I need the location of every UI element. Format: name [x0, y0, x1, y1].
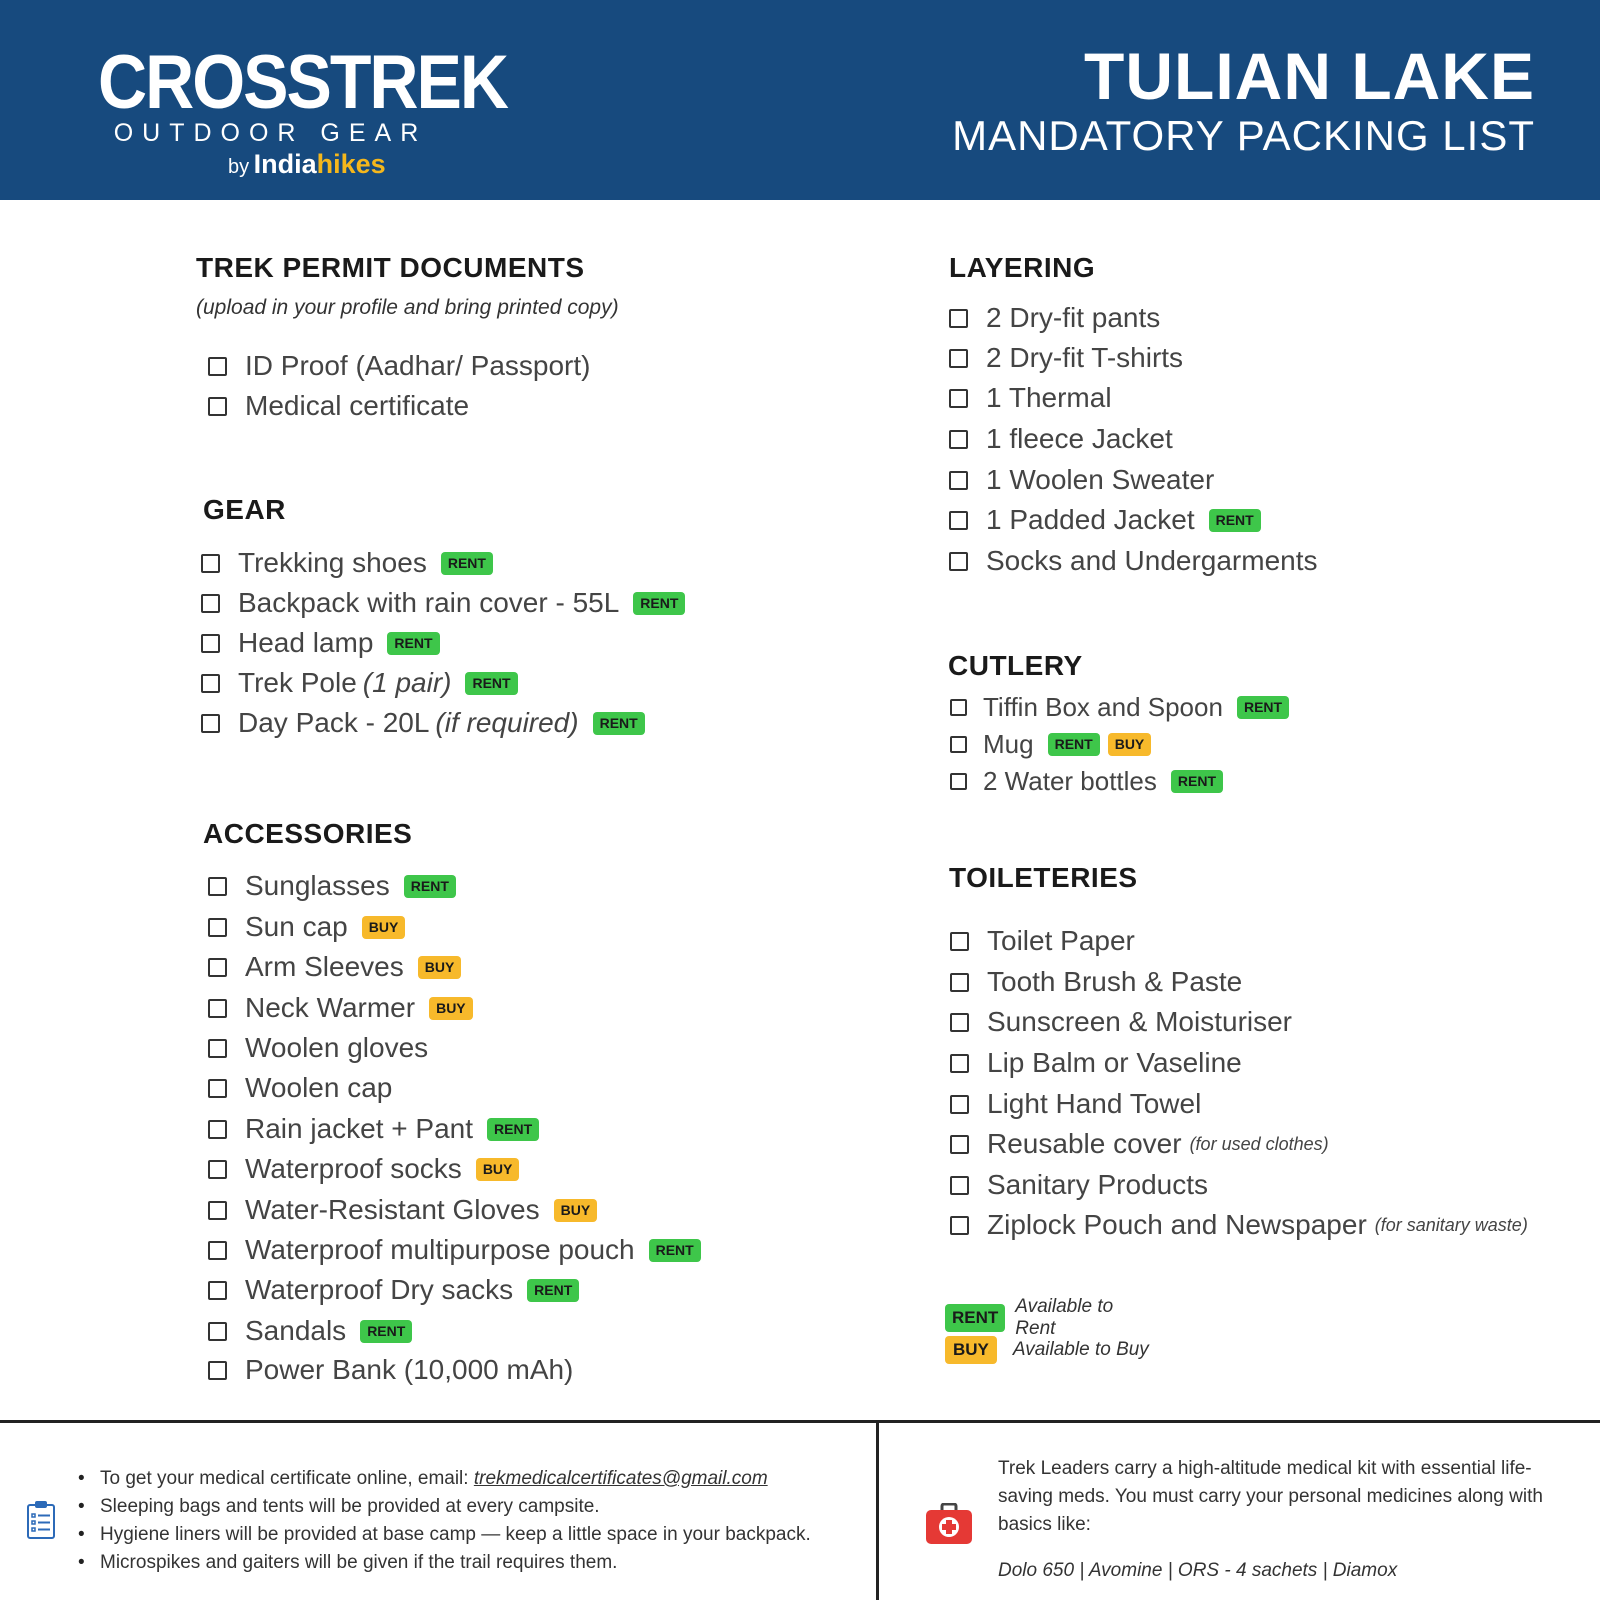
item-label: Tooth Brush & Paste	[987, 966, 1243, 997]
list-item[interactable]	[950, 729, 1151, 760]
item-label: Sun cap	[245, 911, 348, 942]
list-item[interactable]	[201, 547, 493, 579]
list-item[interactable]	[208, 1032, 428, 1064]
buy-badge: BUY	[1108, 733, 1152, 756]
item-label: Neck Warmer	[245, 992, 416, 1023]
checkbox[interactable]	[949, 471, 968, 490]
buy-badge: BUY	[418, 956, 462, 979]
checkbox[interactable]	[208, 1039, 227, 1058]
checkbox[interactable]	[949, 309, 968, 328]
email-link[interactable]: trekmedicalcertificates@gmail.com	[473, 1468, 768, 1489]
item-qualifier: (if required)	[435, 707, 579, 738]
logo-by-text: by	[228, 156, 250, 178]
note-text: To get your medical certificate online, email:	[100, 1468, 474, 1489]
list-item[interactable]	[949, 302, 1160, 334]
legend-rent-text: Available to Rent	[1015, 1296, 1114, 1339]
crosstrek-logo	[98, 39, 507, 183]
list-item[interactable]	[949, 545, 1318, 577]
item-qualifier: (for used clothes)	[1189, 1133, 1329, 1154]
list-item[interactable]	[949, 504, 1261, 536]
list-item[interactable]	[208, 350, 590, 382]
list-item[interactable]	[950, 966, 1242, 998]
list-item[interactable]	[208, 1354, 573, 1386]
list-item[interactable]	[208, 951, 461, 983]
item-label: Woolen gloves	[245, 1032, 429, 1063]
checkbox[interactable]	[949, 430, 968, 449]
rent-badge: RENT	[593, 712, 645, 735]
item-label: Woolen cap	[245, 1072, 393, 1103]
checkbox[interactable]	[949, 511, 968, 530]
buy-badge: BUY	[476, 1158, 520, 1181]
buy-badge: BUY	[554, 1199, 598, 1222]
first-aid-kit-icon	[925, 1503, 973, 1545]
item-label: Mug	[983, 729, 1034, 759]
checkbox[interactable]	[201, 634, 220, 653]
item-label: Water-Resistant Gloves	[245, 1194, 540, 1225]
item-qualifier: (1 pair)	[362, 667, 452, 698]
list-item[interactable]	[208, 1072, 392, 1104]
footer-notes	[78, 1465, 811, 1577]
footer-divider	[0, 1420, 1600, 1423]
logo-byline	[98, 150, 443, 183]
checkbox[interactable]	[950, 699, 967, 716]
list-item[interactable]	[949, 382, 1112, 414]
checkbox[interactable]	[208, 1120, 227, 1139]
checkbox[interactable]	[201, 594, 220, 613]
list-item[interactable]	[208, 390, 469, 422]
buy-badge: BUY	[362, 916, 406, 939]
list-item[interactable]	[201, 707, 645, 739]
footer-column-divider	[876, 1420, 879, 1600]
rent-badge: RENT	[1048, 733, 1100, 756]
item-label: Tiffin Box and Spoon	[983, 692, 1223, 722]
list-item[interactable]	[950, 1209, 1528, 1241]
item-label: 2 Dry-fit T-shirts	[986, 342, 1184, 373]
logo-brand-part-1: India	[253, 149, 317, 179]
item-label: Waterproof socks	[245, 1153, 462, 1184]
checkbox[interactable]	[208, 1281, 227, 1300]
list-item[interactable]	[208, 1153, 519, 1185]
item-label: Sandals	[245, 1315, 347, 1346]
checkbox[interactable]	[950, 1176, 969, 1195]
section-title-permit: TREK PERMIT DOCUMENTS	[196, 252, 585, 283]
list-item[interactable]	[208, 1274, 579, 1306]
item-label: Reusable cover	[987, 1128, 1182, 1159]
list-item[interactable]	[208, 1194, 597, 1226]
item-label: Toilet Paper	[987, 925, 1135, 956]
checkbox[interactable]	[208, 999, 227, 1018]
checkbox[interactable]	[950, 1095, 969, 1114]
item-label: Trek Pole	[238, 667, 357, 698]
checkbox[interactable]	[208, 357, 227, 376]
note-item	[78, 1465, 811, 1493]
checkbox[interactable]	[201, 674, 220, 693]
list-item[interactable]	[201, 587, 685, 619]
item-label: Light Hand Towel	[987, 1088, 1202, 1119]
checkbox[interactable]	[201, 554, 220, 573]
list-item[interactable]	[949, 423, 1173, 455]
section-title-toiletries: TOILETERIES	[949, 862, 1138, 893]
note-item: • Hygiene liners will be provided at base camp — keep a little space in your backpack.	[78, 1521, 811, 1549]
logo-brand-part-2: hikes	[316, 149, 386, 179]
medical-kit-text: Trek Leaders carry a high-altitude medical kit with essential life-saving meds. You must carry your personal medicines along with basics like:	[998, 1458, 1543, 1535]
checkbox[interactable]	[950, 1216, 969, 1235]
rent-badge: RENT	[387, 632, 439, 655]
page-title: TULIAN LAKE	[1084, 39, 1535, 113]
item-label: Head lamp	[238, 627, 374, 658]
checkbox[interactable]	[950, 1013, 969, 1032]
checkbox[interactable]	[950, 736, 967, 753]
checkbox[interactable]	[208, 1361, 227, 1380]
list-item[interactable]	[950, 1128, 1329, 1160]
section-title-gear: GEAR	[203, 494, 286, 525]
list-item[interactable]	[208, 911, 405, 943]
medicine-list: Dolo 650 | Avomine | ORS - 4 sachets | Diamox	[998, 1560, 1398, 1581]
checkbox[interactable]	[208, 1201, 227, 1220]
legend-rent	[945, 1296, 1155, 1340]
list-item[interactable]	[201, 667, 518, 699]
buy-badge: BUY	[429, 997, 473, 1020]
list-item[interactable]	[949, 464, 1214, 496]
checkbox[interactable]	[949, 389, 968, 408]
list-item[interactable]	[950, 692, 1289, 723]
rent-badge: RENT	[1237, 696, 1289, 719]
item-label: Medical certificate	[245, 390, 470, 421]
item-label: Sunglasses	[245, 870, 390, 901]
checkbox[interactable]	[208, 958, 227, 977]
item-qualifier: (for sanitary waste)	[1374, 1214, 1528, 1235]
checkbox[interactable]	[949, 349, 968, 368]
legend-buy	[945, 1336, 1149, 1364]
page-subtitle: MANDATORY PACKING LIST	[952, 112, 1535, 159]
logo-wordmark: CROSSTREK	[98, 39, 507, 125]
rent-badge: RENT	[945, 1304, 1005, 1332]
checkbox[interactable]	[201, 714, 220, 733]
item-label: Sunscreen & Moisturiser	[987, 1006, 1293, 1037]
section-title-cutlery: CUTLERY	[948, 650, 1083, 681]
list-item[interactable]	[950, 1006, 1292, 1038]
item-label: Waterproof multipurpose pouch	[245, 1234, 635, 1265]
item-label: Rain jacket + Pant	[245, 1113, 474, 1144]
item-label: 1 Woolen Sweater	[986, 464, 1215, 495]
checkbox[interactable]	[208, 1322, 227, 1341]
permit-note: (upload in your profile and bring printed copy)	[196, 296, 619, 319]
item-label: Lip Balm or Vaseline	[987, 1047, 1242, 1078]
item-label: 1 Padded Jacket	[986, 504, 1195, 535]
rent-badge: RENT	[360, 1320, 412, 1343]
legend	[935, 1282, 1155, 1382]
rent-badge: RENT	[465, 672, 517, 695]
rent-badge: RENT	[1209, 509, 1261, 532]
list-item[interactable]	[208, 1113, 539, 1145]
item-label: 2 Water bottles	[983, 766, 1157, 796]
checkbox[interactable]	[950, 773, 967, 790]
list-item[interactable]	[208, 1234, 701, 1266]
list-item[interactable]	[950, 766, 1223, 797]
checkbox[interactable]	[208, 1160, 227, 1179]
item-label: 2 Dry-fit pants	[986, 302, 1161, 333]
checkbox[interactable]	[208, 918, 227, 937]
item-label: Ziplock Pouch and Newspaper	[987, 1209, 1367, 1240]
list-item[interactable]	[950, 925, 1135, 957]
list-item[interactable]	[950, 1169, 1208, 1201]
rent-badge: RENT	[633, 592, 685, 615]
rent-badge: RENT	[1171, 770, 1223, 793]
rent-badge: RENT	[649, 1239, 701, 1262]
list-item[interactable]	[208, 992, 473, 1024]
item-label: 1 fleece Jacket	[986, 423, 1173, 454]
item-label: Power Bank (10,000 mAh)	[245, 1354, 574, 1385]
buy-badge: BUY	[945, 1336, 997, 1364]
rent-badge: RENT	[404, 875, 456, 898]
list-item[interactable]	[208, 1315, 412, 1347]
item-label: Backpack with rain cover - 55L	[238, 587, 620, 618]
legend-buy-text: Available to Buy	[1012, 1339, 1149, 1360]
section-title-accessories: ACCESSORIES	[203, 818, 413, 849]
rent-badge: RENT	[487, 1118, 539, 1141]
item-label: ID Proof (Aadhar/ Passport)	[245, 350, 591, 381]
item-label: 1 Thermal	[986, 382, 1112, 413]
checkbox[interactable]	[208, 877, 227, 896]
item-label: Trekking shoes	[238, 547, 427, 578]
list-item[interactable]	[950, 1047, 1242, 1079]
header-banner	[0, 0, 1600, 200]
list-item[interactable]	[949, 342, 1183, 374]
checkbox[interactable]	[950, 1135, 969, 1154]
clipboard-icon	[26, 1500, 56, 1540]
checkbox[interactable]	[949, 552, 968, 571]
note-item: • Microspikes and gaiters will be given if the trail requires them.	[78, 1549, 811, 1577]
checkbox[interactable]	[950, 973, 969, 992]
item-label: Sanitary Products	[987, 1169, 1208, 1200]
list-item[interactable]	[950, 1088, 1201, 1120]
checkbox[interactable]	[950, 932, 969, 951]
section-title-layering: LAYERING	[949, 252, 1096, 283]
checkbox[interactable]	[208, 1079, 227, 1098]
item-label: Arm Sleeves	[245, 951, 404, 982]
checkbox[interactable]	[208, 397, 227, 416]
checkbox[interactable]	[950, 1054, 969, 1073]
item-label: Socks and Undergarments	[986, 545, 1318, 576]
item-label: Waterproof Dry sacks	[245, 1274, 514, 1305]
note-item: • Sleeping bags and tents will be provided at every campsite.	[78, 1493, 811, 1521]
checkbox[interactable]	[208, 1241, 227, 1260]
list-item[interactable]	[208, 870, 456, 902]
list-item[interactable]	[201, 627, 440, 659]
item-label: Day Pack - 20L	[238, 707, 430, 738]
rent-badge: RENT	[527, 1279, 579, 1302]
rent-badge: RENT	[441, 552, 493, 575]
logo-subtitle: OUTDOOR GEAR	[113, 119, 428, 147]
